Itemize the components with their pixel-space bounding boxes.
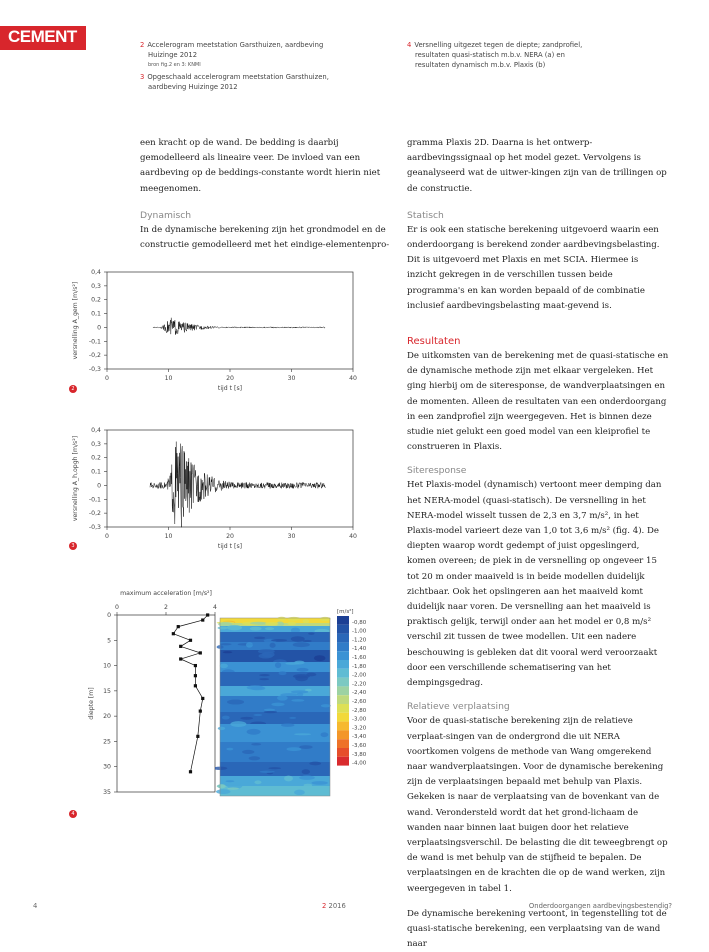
issue-info	[322, 902, 346, 910]
caption-text: Accelerogram meetstation Garsthuizen, aardbeving	[147, 41, 324, 49]
y-tick-label: 20	[103, 713, 111, 721]
legend-swatch	[337, 642, 349, 651]
data-point	[179, 645, 182, 648]
x-axis-label: tijd t [s]	[217, 543, 243, 550]
paragraph: De uitkomsten van de berekening met de quasi-statische en de dynamische methode zijn met elkaar vergeleken. Het ging hierbij om de siteresponse, de wandverplaatsingen en de momenten. Alleen de resultaten van een onderdoorgang in een zandprofiel zijn weergegeven. Het is binnen deze studie niet gelukt een goed model van een kleiprofiel te construeren in Plaxis.	[407, 351, 669, 453]
contour-patch	[247, 729, 261, 735]
x-tick-label: 0	[115, 604, 119, 611]
contour-patch	[281, 723, 295, 726]
legend-swatch	[337, 686, 349, 695]
paragraph: Het Plaxis-model (dynamisch) vertoont meer demping dan het NERA-model (quasi-statisch). De versnelling in het NERA-model wisselt tussen de 2,3 en 3,7 m/s², in het Plaxis-model varieert deze van 1,0 tot 3,6 m/s² (fig. 4). De diepten waarop wordt gedempt of juist opgeslingerd, komen overeen; de piek in de versnelling op ongeveer 15 tot 20 m onder maaiveld is in beide modellen duidelijk zichtbaar. Ook het opslingeren aan het maaiveld komt duidelijk naar voren. De versnelling aan het maaiveld is praktisch gelijk, terwijl onder aan het model er 0,8 m/s² verschil zit tussen de twee modellen. Uit een nadere beschouwing is gebleken dat dit vooral werd veroorzaakt door een verschillende schematisering van het dempingsgedrag.	[407, 480, 662, 689]
figure-3-scaled-accelerogram	[60, 420, 380, 560]
contour-patch	[265, 622, 278, 626]
legend-swatch	[337, 625, 349, 634]
contour-patch	[294, 733, 311, 735]
y-tick-label: 0,3	[91, 440, 101, 448]
y-tick-label: 0	[97, 482, 101, 490]
legend-label: -3,80	[352, 751, 367, 758]
contour-patch	[265, 627, 274, 630]
contour-patch	[240, 717, 253, 720]
figure-badge: 2	[69, 385, 77, 393]
legend-swatch	[337, 713, 349, 722]
figure-4b-plaxis-contour	[215, 598, 375, 803]
legend-swatch	[337, 660, 349, 669]
legend-swatch	[337, 730, 349, 739]
contour-patch	[286, 747, 301, 751]
contour-patch	[220, 664, 228, 669]
y-tick-label: 10	[103, 662, 111, 670]
y-tick-label: 35	[103, 789, 111, 796]
data-point	[196, 735, 199, 738]
plot-frame	[107, 430, 353, 527]
legend-label: -2,60	[352, 699, 367, 705]
plot-frame	[117, 615, 215, 792]
contour-patch	[264, 711, 277, 713]
caption-fig3	[140, 72, 360, 92]
caption-number: 2	[140, 41, 145, 49]
legend-label: -3,00	[352, 716, 367, 723]
figure-4a-acceleration-depth	[60, 588, 235, 803]
legend-label: -3,40	[352, 734, 367, 741]
issue-number: 2	[322, 902, 327, 910]
contour-patch	[218, 727, 225, 730]
contour-patch	[250, 622, 267, 625]
figure-2-accelerogram	[60, 262, 380, 402]
contour-patch	[284, 776, 293, 782]
figure-badge: 4	[69, 810, 77, 818]
data-point	[199, 651, 202, 654]
contour-band	[220, 686, 330, 696]
legend-swatch	[337, 748, 349, 757]
paragraph: In de dynamische berekening zijn het grondmodel en de constructie gemodelleerd met het eindige-elementenpro-	[140, 224, 390, 251]
legend-label: -1,60	[352, 655, 367, 661]
right-column	[407, 136, 669, 952]
contour-patch	[303, 640, 312, 642]
legend-label: -1,00	[352, 628, 367, 635]
contour-patch	[254, 637, 265, 639]
contour-patch	[288, 617, 301, 621]
contour-band	[220, 742, 330, 762]
caption-number: 4	[407, 41, 412, 49]
contour-patch	[277, 617, 286, 621]
contour-patch	[314, 655, 326, 661]
contour-patch	[259, 674, 270, 676]
contour-patch	[309, 762, 321, 766]
contour-patch	[299, 776, 315, 780]
contour-patch	[289, 717, 296, 719]
x-tick-label: 40	[349, 375, 357, 382]
contour-patch	[254, 780, 261, 784]
legend-swatch	[337, 722, 349, 731]
contour-patch	[259, 678, 269, 680]
y-tick-label: 0	[107, 612, 111, 619]
issue-year: 2016	[328, 902, 346, 910]
contour-patch	[251, 743, 261, 745]
caption-text: Versnelling uitgezet tegen de diepte; zandprofiel,	[414, 41, 583, 49]
series-line	[150, 442, 325, 528]
paragraph: De dynamische berekening vertoont, in tegenstelling tot de quasi-statische berekening, een verplaatsing van de wand naar	[407, 908, 667, 950]
x-tick-label: 10	[164, 375, 173, 382]
legend-swatch	[337, 634, 349, 643]
x-tick-label: 4	[213, 604, 217, 611]
contour-patch	[227, 787, 239, 789]
contour-patch	[268, 767, 281, 769]
contour-patch	[320, 617, 331, 621]
contour-patch	[299, 745, 312, 749]
legend-label: -1,20	[352, 637, 367, 644]
caption-number: 3	[140, 73, 145, 81]
contour-patch	[216, 789, 230, 794]
contour-patch	[287, 622, 296, 626]
caption-text: Huizinge 2012	[148, 51, 198, 59]
y-tick-label: 0,2	[91, 454, 101, 462]
caption-fig2	[140, 40, 360, 70]
contour-patch	[247, 685, 264, 689]
paragraph: gramma Plaxis 2D. Daarna is het ontwerp-aardbevingssignaal op het model gezet. Vervolgens is geanalyseerd wat de uitwer-kingen zijn van de trillingen op de constructie.	[407, 138, 667, 194]
legend-swatch	[337, 651, 349, 660]
contour-patch	[275, 662, 281, 668]
legend-swatch	[337, 678, 349, 687]
heading-siteresponse: Siteresponse	[407, 465, 467, 477]
x-tick-label: 30	[287, 533, 296, 540]
data-point	[194, 684, 197, 687]
legend-label: -2,80	[352, 707, 367, 714]
caption-text: Opgeschaald accelerogram meetstation Garsthuizen,	[147, 73, 329, 81]
contour-patch	[246, 642, 253, 648]
contour-patch	[295, 676, 308, 682]
y-axis-label: diepte [m]	[88, 687, 95, 720]
contour-patch	[277, 695, 288, 700]
y-tick-label: 0,4	[91, 269, 101, 276]
contour-patch	[270, 643, 276, 648]
data-point	[201, 697, 204, 700]
contour-patch	[226, 748, 233, 751]
x-tick-label: 20	[226, 533, 234, 540]
x-tick-label: 0	[105, 533, 109, 540]
contour-patch	[242, 750, 254, 754]
legend-swatch	[337, 695, 349, 704]
x-axis-label: tijd t [s]	[217, 385, 243, 392]
y-tick-label: -0,1	[88, 338, 101, 346]
y-tick-label: -0,3	[88, 524, 101, 531]
contour-patch	[302, 619, 309, 623]
y-tick-label: 0,3	[91, 282, 101, 290]
legend-swatch	[337, 757, 349, 766]
caption-source: bron fig.2 en 3: KNMI	[148, 62, 201, 68]
contour-patch	[306, 673, 316, 677]
legend-label: -4,00	[352, 760, 367, 767]
contour-patch	[293, 642, 310, 647]
legend-label: -2,00	[352, 672, 367, 679]
legend-swatch	[337, 616, 349, 625]
y-tick-label: -0,2	[88, 510, 101, 518]
legend-label: -1,80	[352, 663, 367, 670]
caption-fig4	[407, 40, 627, 70]
x-tick-label: 2	[164, 604, 168, 611]
y-tick-label: 30	[103, 763, 111, 771]
y-tick-label: 0,1	[91, 310, 101, 318]
contour-patch	[217, 784, 226, 788]
contour-patch	[260, 771, 275, 773]
x-tick-label: 10	[164, 533, 173, 540]
data-point	[177, 625, 180, 628]
contour-patch	[227, 625, 242, 630]
data-point	[206, 613, 209, 616]
heading-relatieve-verplaatsing: Relatieve verplaatsing	[407, 701, 510, 713]
legend-swatch	[337, 704, 349, 713]
y-axis-label: versnelling A_h,opgh [m/s²]	[72, 435, 79, 522]
contour-patch	[258, 649, 275, 654]
legend-title: [m/s²]	[337, 609, 354, 615]
legend-label: -1,40	[352, 646, 367, 653]
contour-patch	[285, 662, 299, 665]
contour-patch	[250, 627, 262, 631]
paragraph: een kracht op de wand. De bedding is daarbij gemodelleerd als lineaire veer. De invloed van een aardbeving op de beddings-constante wordt hierin niet meegenomen.	[140, 138, 381, 194]
caption-text: resultaten quasi-statisch m.b.v. NERA (a) en	[415, 51, 565, 59]
data-point	[199, 709, 202, 712]
logo-text: CEMENT	[8, 27, 77, 46]
contour-patch	[226, 780, 235, 782]
data-point	[201, 618, 204, 621]
data-point	[189, 770, 192, 773]
contour-patch	[308, 633, 314, 635]
heading-resultaten: Resultaten	[407, 336, 461, 348]
contour-patch	[220, 643, 232, 645]
y-tick-label: 0	[97, 324, 101, 332]
legend-label: -0,80	[352, 619, 367, 626]
caption-text: aardbeving Huizinge 2012	[148, 83, 238, 91]
contour-patch	[259, 653, 273, 658]
contour-patch	[222, 716, 230, 720]
contour-patch	[227, 700, 244, 705]
y-tick-label: 5	[107, 637, 111, 645]
contour-patch	[264, 709, 275, 711]
caption-text: resultaten dynamisch m.b.v. Plaxis (b)	[415, 61, 546, 69]
contour-patch	[223, 651, 233, 653]
x-tick-label: 40	[349, 533, 357, 540]
contour-patch	[230, 721, 246, 727]
x-tick-label: 20	[226, 375, 234, 382]
legend-swatch	[337, 669, 349, 678]
y-tick-label: 0,2	[91, 296, 101, 304]
y-tick-label: 0,1	[91, 468, 101, 476]
y-tick-label: 15	[103, 687, 111, 695]
legend-label: -2,20	[352, 681, 367, 688]
plot-frame	[107, 272, 353, 369]
contour-patch	[291, 699, 304, 702]
data-point	[189, 639, 192, 642]
x-tick-label: 30	[287, 375, 296, 382]
series-line	[173, 615, 207, 772]
contour-patch	[321, 704, 331, 707]
contour-patch	[311, 781, 327, 785]
data-point	[194, 674, 197, 677]
chart-title: maximum acceleration [m/s²]	[120, 590, 212, 597]
y-tick-label: 0,4	[91, 427, 101, 434]
data-point	[194, 664, 197, 667]
series-line	[153, 318, 325, 335]
contour-patch	[302, 769, 310, 774]
magazine-logo	[0, 26, 86, 50]
heading-statisch: Statisch	[407, 209, 444, 221]
running-title: Onderdoorgangen aardbevingsbestendig?	[528, 902, 672, 910]
contour-patch	[291, 636, 305, 641]
y-tick-label: -0,2	[88, 352, 101, 360]
data-point	[179, 657, 182, 660]
contour-patch	[249, 756, 261, 760]
y-tick-label: -0,1	[88, 496, 101, 504]
contour-patch	[218, 627, 228, 630]
paragraph: Er is ook een statische berekening uitgevoerd waarin een onderdoorgang is berekend zonder aardbevingsbelasting. Dit is uitgevoerd met Plaxis en met SCIA. Hiermee is inzicht gekregen in de verschillen tussen beide programma's en kan worden bepaald of de combinatie inclusief aardbevingsbelasting maat-gevend is.	[407, 224, 660, 311]
legend-swatch	[337, 739, 349, 748]
contour-patch	[294, 790, 305, 795]
contour-band	[220, 662, 330, 672]
figure-badge: 3	[69, 542, 77, 550]
page-number: 4	[33, 902, 38, 910]
heading-dynamisch: Dynamisch	[140, 209, 192, 221]
data-point	[172, 632, 175, 635]
x-tick-label: 0	[105, 375, 109, 382]
contour-patch	[297, 668, 309, 672]
y-tick-label: 25	[103, 738, 111, 746]
legend-label: -3,60	[352, 743, 367, 749]
y-axis-label: versnelling A_gem [m/s²]	[72, 281, 79, 360]
contour-patch	[271, 639, 287, 642]
contour-patch	[253, 714, 262, 716]
contour-patch	[291, 690, 309, 693]
left-column	[140, 136, 390, 253]
paragraph: Voor de quasi-statische berekening zijn de relatieve verplaat-singen van de ondergrond die uit NERA voortkomen volgens de methode van Wang omgerekend naar wandverplaatsingen. Voor de dynamische berekening zijn de verplaatsingen bepaald met behulp van Plaxis. Gekeken is naar de verplaatsing van de bovenkant van de wand. Verondersteld wordt dat het grond-lichaam de wanden naar binnen laat buigen door het relatieve verplaatsingsverschil. De belasting die dit teweegbrengt op de wand is met behulp van de stijfheid te bepalen. De verplaatsingen en de krachten die op de wand werken, zijn weergegeven in tabel 1.	[407, 716, 668, 894]
contour-patch	[271, 703, 284, 707]
legend-label: -2,40	[352, 690, 367, 697]
contour-patch	[279, 671, 287, 675]
y-tick-label: -0,3	[88, 366, 101, 373]
contour-patch	[321, 732, 329, 737]
legend-label: -3,20	[352, 725, 367, 732]
